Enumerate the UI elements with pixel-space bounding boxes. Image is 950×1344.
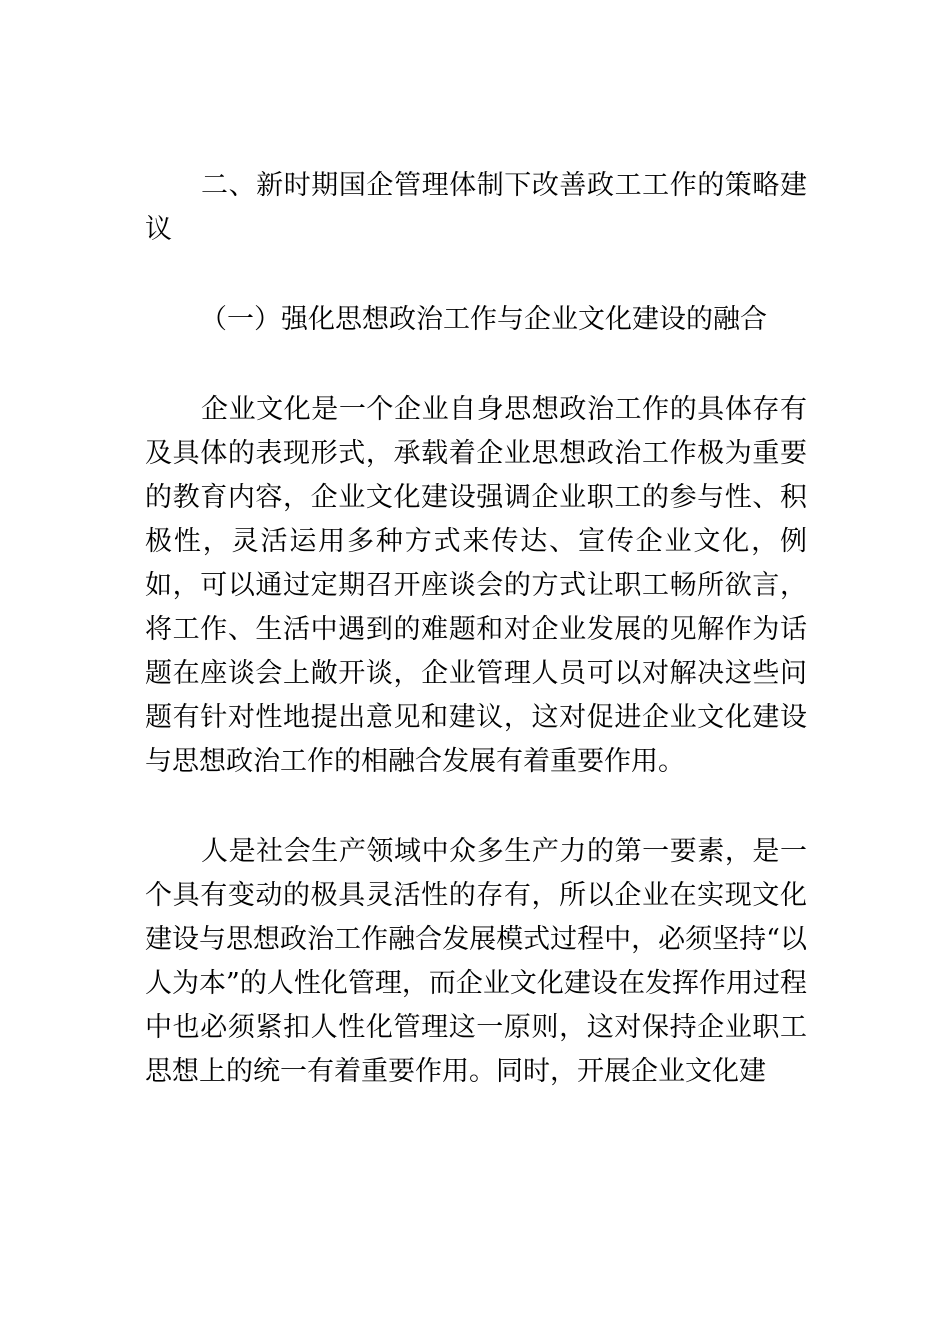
section-heading: 二、新时期国企管理体制下改善政工工作的策略建议: [145, 170, 807, 245]
subsection-heading: （一）强化思想政治工作与企业文化建设的融合: [200, 304, 767, 335]
body-paragraph: 人是社会生产领域中众多生产力的第一要素，是一个具有变动的极具灵活性的存有，所以企业在实现文化建设与思想政治工作融合发展模式过程中，必须坚持“以人为本”的人性化管理，而企业文化建设在发挥作用过程中也必须紧扣人性化管理这一原则，这对保持企业职工思想上的统一有着重要作用。同时，开展企业文化建: [145, 836, 807, 1087]
body-paragraph: 企业文化是一个企业自身思想政治工作的具体存有及具体的表现形式，承载着企业思想政治工作极为重要的教育内容，企业文化建设强调企业职工的参与性、积极性，灵活运用多种方式来传达、宣传企业文化，例如，可以通过定期召开座谈会的方式让职工畅所欲言，将工作、生活中遇到的难题和对企业发展的见解作为话题在座谈会上敞开谈，企业管理人员可以对解决这些问题有针对性地提出意见和建议，这对促进企业文化建设与思想政治工作的相融合发展有着重要作用。: [145, 394, 807, 777]
